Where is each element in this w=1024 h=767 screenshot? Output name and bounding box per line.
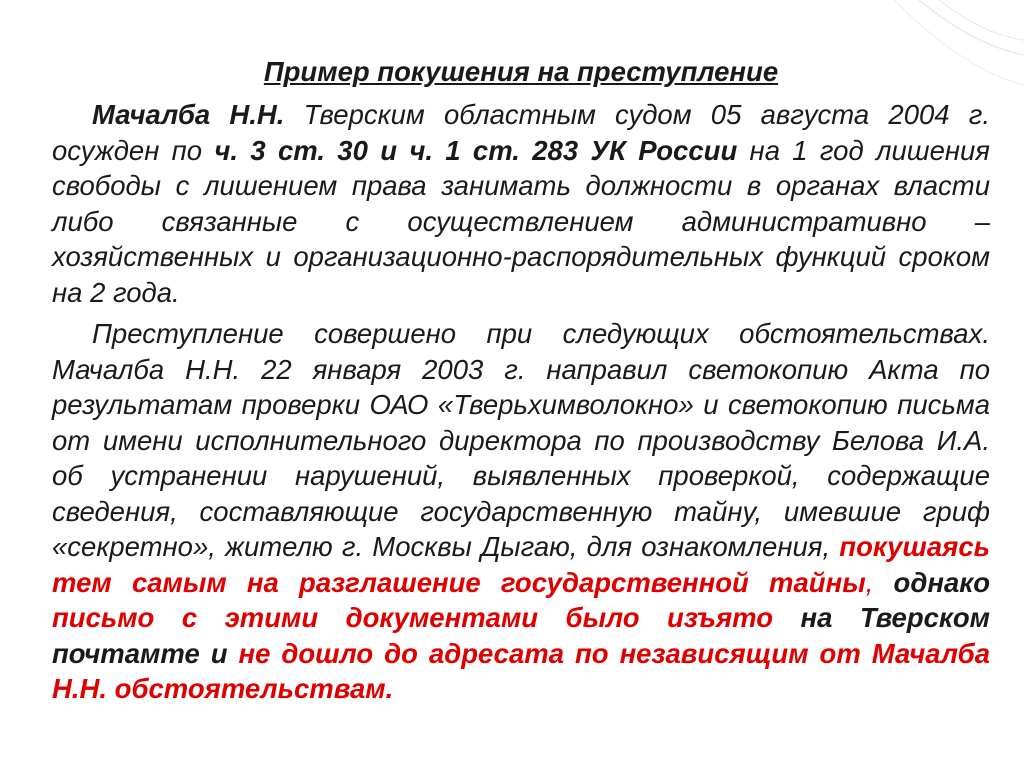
convict-name: Мачалба Н.Н. xyxy=(92,99,285,130)
bold-post-office: на Тверском почтамте и xyxy=(52,602,991,669)
slide-title: Пример покушения на преступление xyxy=(263,56,779,87)
highlight-not-delivered: не дошло до адресата по независящим от Мачалба Н.Н. обстоятельствам. xyxy=(52,637,990,704)
paragraph-verdict xyxy=(52,97,990,310)
verdict-text-3: на 1 год лишения свободы с лишением права занимать должности в органах власти либо связанные с осуществлением административно – хозяйственных и организационно-распорядительных функций сроком на 2 года. xyxy=(52,134,990,308)
paragraph-circumstances xyxy=(52,316,990,707)
circumstances-text: Преступление совершено при следующих обстоятельствах. Мачалба Н.Н. 22 января 2003 г. направил светокопию Акта по результатам проверки ОАО «Тверьхимволокно» и светокопию письма от имени исполнительного директора по производству Белова И.А. об устранении нарушений, выявленных проверкой, содержащие сведения, составляющие государственную тайну, имевшие гриф «секретно», жителю г. Москвы Дыгаю, для ознакомления, xyxy=(52,318,990,562)
highlight-attempt: покушаясь тем самым на разглашение государственной тайны xyxy=(52,531,990,598)
verdict-text-2 xyxy=(626,135,638,166)
bold-however: однако xyxy=(873,566,990,598)
highlight-seized: письмо с этими документами было изъято xyxy=(52,602,774,633)
country-name: России xyxy=(638,134,738,166)
highlight-comma: , xyxy=(865,566,874,598)
slide-content xyxy=(52,52,990,713)
criminal-code-article: ч. 3 ст. 30 и ч. 1 ст. 283 УК xyxy=(214,134,626,166)
verdict-text-1: Тверским областным судом 05 августа 2004 г. осужден по xyxy=(52,99,990,166)
